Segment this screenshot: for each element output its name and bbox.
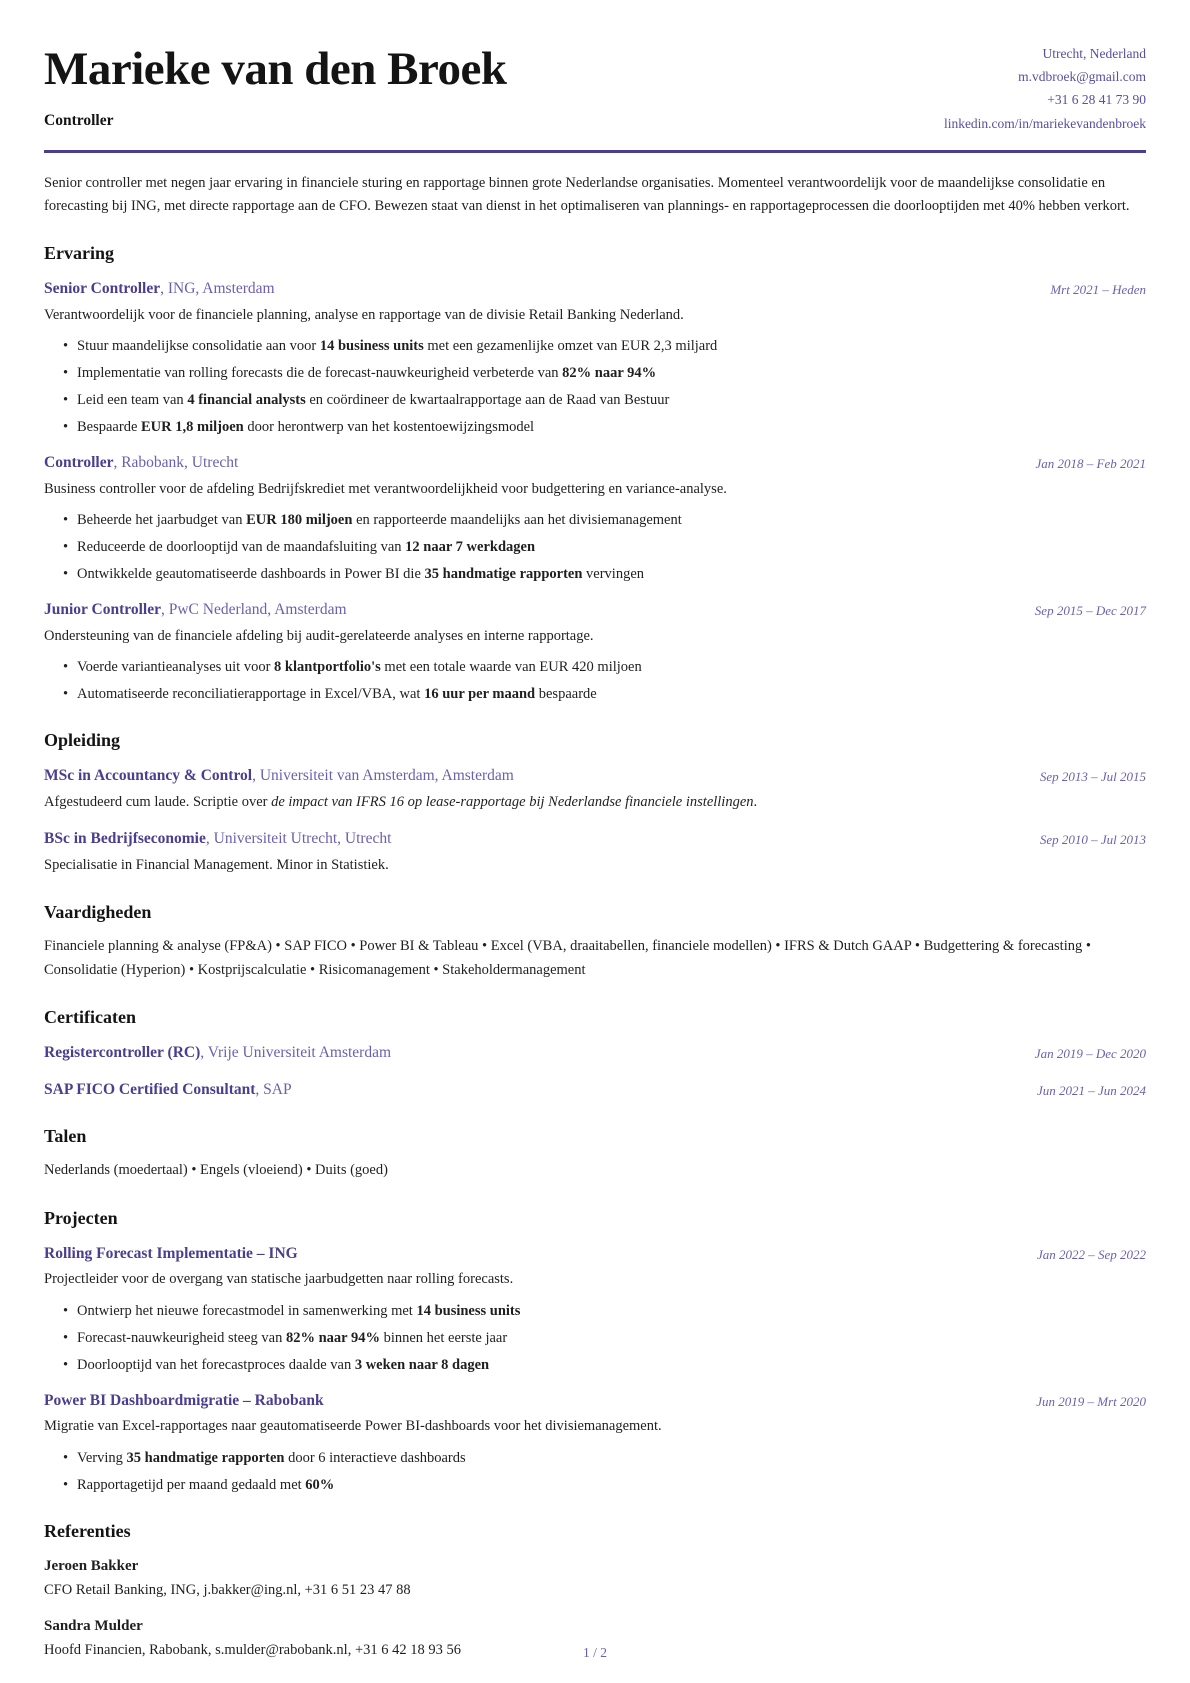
entry-role: Controller	[44, 454, 114, 472]
entry-dates: Jan 2019 – Dec 2020	[1034, 1046, 1146, 1062]
entry-dates: Jun 2019 – Mrt 2020	[1036, 1393, 1146, 1409]
entry-header	[44, 452, 1146, 474]
entry-title	[44, 765, 514, 787]
entry-description: Projectleider voor de overgang van statische jaarbudgetten naar rolling forecasts.	[44, 1271, 514, 1288]
entry-title	[44, 828, 391, 850]
entry-bullets	[63, 1448, 1146, 1496]
entry-school: , Universiteit van Amsterdam, Amsterdam	[252, 767, 514, 785]
section-references	[44, 1521, 1146, 1663]
entry-dates: Mrt 2021 – Heden	[1050, 282, 1146, 298]
skills-list: Financiele planning & analyse (FP&A) • SAP FICO • Power BI & Tableau • Excel (VBA, draaitabellen, financiele modellen) • IFRS & Dutch GAAP • Budgettering & forecasting • Consolidatie (Hyperion) • Kostprijscalculatie • Risicomanagement • Stakeholdermanagement	[44, 938, 1091, 978]
reference-details: Hoofd Financien, Rabobank, s.mulder@rabobank.nl, +31 6 42 18 93 56	[44, 1642, 461, 1659]
entry-role: Senior Controller	[44, 280, 161, 298]
bullet-item: • Forecast-nauwkeurigheid steeg van 82% naar 94% binnen het eerste jaar	[63, 1328, 1146, 1349]
education-entry	[44, 828, 1146, 877]
project-name: Rolling Forecast Implementatie – ING	[44, 1244, 298, 1262]
entry-title	[44, 452, 238, 474]
contact-email: m.vdbroek@gmail.com	[1018, 69, 1146, 85]
bullet-item: • Automatiseerde reconciliatierapportage in Excel/VBA, wat 16 uur per maand bespaarde	[63, 684, 1146, 705]
entry-school: , Universiteit Utrecht, Utrecht	[205, 830, 392, 848]
bullet-item: • Rapportagetijd per maand gedaald met 60%	[63, 1475, 1146, 1496]
entry-description: Business controller voor de afdeling Bedrijfskrediet met verantwoordelijkheid voor budgettering en variance-analyse.	[44, 480, 727, 497]
reference-name: Sandra Mulder	[44, 1617, 143, 1634]
candidate-name: Marieke van den Broek	[44, 43, 507, 95]
section-education	[44, 730, 1146, 877]
entry-org: , ING, Amsterdam	[160, 280, 275, 298]
certificate-issuer: , Vrije Universiteit Amsterdam	[200, 1044, 392, 1062]
entry-header	[44, 765, 1146, 787]
section-projects	[44, 1208, 1146, 1496]
entry-org: , PwC Nederland, Amsterdam	[160, 601, 347, 619]
entry-dates: Sep 2015 – Dec 2017	[1034, 603, 1146, 619]
entry-description: Ondersteuning van de financiele afdeling bij audit-gerelateerde analyses en interne rapportage.	[44, 627, 594, 644]
section-heading-languages: Talen	[44, 1126, 87, 1147]
bullet-item: • Ontwierp het nieuwe forecastmodel in samenwerking met 14 business units	[63, 1301, 1146, 1322]
identity-block	[44, 38, 507, 130]
section-certificates	[44, 1007, 1146, 1101]
entry-title	[44, 599, 347, 621]
entry-header	[44, 278, 1146, 300]
entry-description: Migratie van Excel-rapportages naar geautomatiseerde Power BI-dashboards voor het divisiemanagement.	[44, 1418, 662, 1435]
header-divider	[44, 150, 1146, 153]
project-entry	[44, 1390, 1146, 1496]
entry-title	[44, 1390, 324, 1412]
experience-entry	[44, 278, 1146, 438]
entry-header	[44, 828, 1146, 850]
entry-description: Verantwoordelijk voor de financiele planning, analyse en rapportage van de divisie Retail Banking Nederland.	[44, 306, 684, 323]
entry-title	[44, 1079, 292, 1101]
section-heading-skills: Vaardigheden	[44, 902, 152, 923]
resume-header	[44, 38, 1146, 135]
entry-role: Junior Controller	[44, 601, 161, 619]
summary-paragraph: Senior controller met negen jaar ervaring in financiele sturing en rapportage binnen grote Nederlandse organisaties. Momenteel verantwoordelijk voor de maandelijkse consolidatie en forecasting bij ING, met directe rapportage aan de CFO. Bewezen staat van dienst in het optimaliseren van plannings- en rapportageprocessen die doorlooptijden met 40% hebben verkort.	[44, 174, 1130, 215]
entry-dates: Jan 2018 – Feb 2021	[1035, 456, 1146, 472]
section-experience	[44, 243, 1146, 705]
bullet-item: • Ontwikkelde geautomatiseerde dashboards in Power BI die 35 handmatige rapporten vervingen	[63, 564, 1146, 585]
contact-linkedin: linkedin.com/in/mariekevandenbroek	[943, 115, 1146, 131]
section-heading-projects: Projecten	[44, 1207, 118, 1228]
contact-block	[944, 38, 1146, 135]
entry-dates: Jan 2022 – Sep 2022	[1036, 1246, 1146, 1262]
entry-header	[44, 1079, 1146, 1101]
project-name: Power BI Dashboardmigratie – Rabobank	[44, 1391, 324, 1409]
reference-entry	[44, 1555, 1146, 1602]
section-heading-education: Opleiding	[44, 730, 121, 751]
bullet-item: • Leid een team van 4 financial analysts en coördineer de kwartaalrapportage aan de Raad van Bestuur	[63, 390, 1146, 411]
page-number: 1 / 2	[582, 1645, 607, 1660]
section-languages	[44, 1126, 1146, 1182]
entry-dates: Sep 2010 – Jul 2013	[1039, 832, 1146, 848]
entry-description: Specialisatie in Financial Management. Minor in Statistiek.	[44, 856, 389, 873]
entry-dates: Jun 2021 – Jun 2024	[1036, 1082, 1146, 1098]
certificate-entry	[44, 1042, 1146, 1064]
certificate-name: Registercontroller (RC)	[44, 1044, 201, 1062]
contact-location: Utrecht, Nederland	[1042, 46, 1146, 61]
candidate-headline: Controller	[44, 111, 114, 129]
entry-title	[44, 1243, 298, 1265]
experience-entry	[44, 599, 1146, 705]
entry-bullets	[63, 1301, 1146, 1376]
section-heading-certificates: Certificaten	[44, 1007, 136, 1028]
entry-dates: Sep 2013 – Jul 2015	[1039, 769, 1146, 785]
bullet-item: • Bespaarde EUR 1,8 miljoen door herontwerp van het kostentoewijzingsmodel	[63, 417, 1146, 438]
entry-bullets	[63, 336, 1146, 438]
entry-header	[44, 1243, 1146, 1265]
contact-phone: +31 6 28 41 73 90	[1047, 92, 1146, 108]
education-entry	[44, 765, 1146, 814]
entry-degree: BSc in Bedrijfseconomie	[44, 830, 206, 848]
entry-header	[44, 1042, 1146, 1064]
entry-bullets	[63, 657, 1146, 705]
bullet-item: • Implementatie van rolling forecasts die de forecast-nauwkeurigheid verbeterde van 82% naar 94%	[63, 363, 1146, 384]
section-heading-references: Referenties	[44, 1520, 131, 1541]
entry-degree: MSc in Accountancy & Control	[44, 767, 253, 785]
entry-description: Afgestudeerd cum laude. Scriptie over de impact van IFRS 16 op lease-rapportage bij Nederlandse financiele instellingen.	[44, 793, 758, 810]
bullet-item: • Doorlooptijd van het forecastproces daalde van 3 weken naar 8 dagen	[63, 1355, 1146, 1376]
bullet-item: • Beheerde het jaarbudget van EUR 180 miljoen en rapporteerde maandelijks aan het divisiemanagement	[63, 510, 1146, 531]
certificate-name: SAP FICO Certified Consultant	[44, 1080, 256, 1098]
certificate-entry	[44, 1079, 1146, 1101]
section-heading-experience: Ervaring	[44, 243, 114, 264]
bullet-item: • Verving 35 handmatige rapporten door 6 interactieve dashboards	[63, 1448, 1146, 1469]
languages-list: Nederlands (moedertaal) • Engels (vloeiend) • Duits (goed)	[44, 1162, 388, 1179]
project-entry	[44, 1243, 1146, 1376]
entry-header	[44, 599, 1146, 621]
entry-org: , Rabobank, Utrecht	[113, 454, 239, 472]
reference-name: Jeroen Bakker	[44, 1557, 139, 1574]
certificate-issuer: , SAP	[255, 1080, 292, 1098]
section-skills	[44, 902, 1146, 982]
experience-entry	[44, 452, 1146, 585]
entry-title	[44, 278, 275, 300]
bullet-item: • Reduceerde de doorlooptijd van de maandafsluiting van 12 naar 7 werkdagen	[63, 537, 1146, 558]
entry-bullets	[63, 510, 1146, 585]
entry-title	[44, 1042, 391, 1064]
bullet-item: • Stuur maandelijkse consolidatie aan voor 14 business units met een gezamenlijke omzet van EUR 2,3 miljard	[63, 336, 1146, 357]
reference-details: CFO Retail Banking, ING, j.bakker@ing.nl, +31 6 51 23 47 88	[44, 1582, 411, 1599]
entry-header	[44, 1390, 1146, 1412]
bullet-item: • Voerde variantieanalyses uit voor 8 klantportfolio's met een totale waarde van EUR 420 miljoen	[63, 657, 1146, 678]
